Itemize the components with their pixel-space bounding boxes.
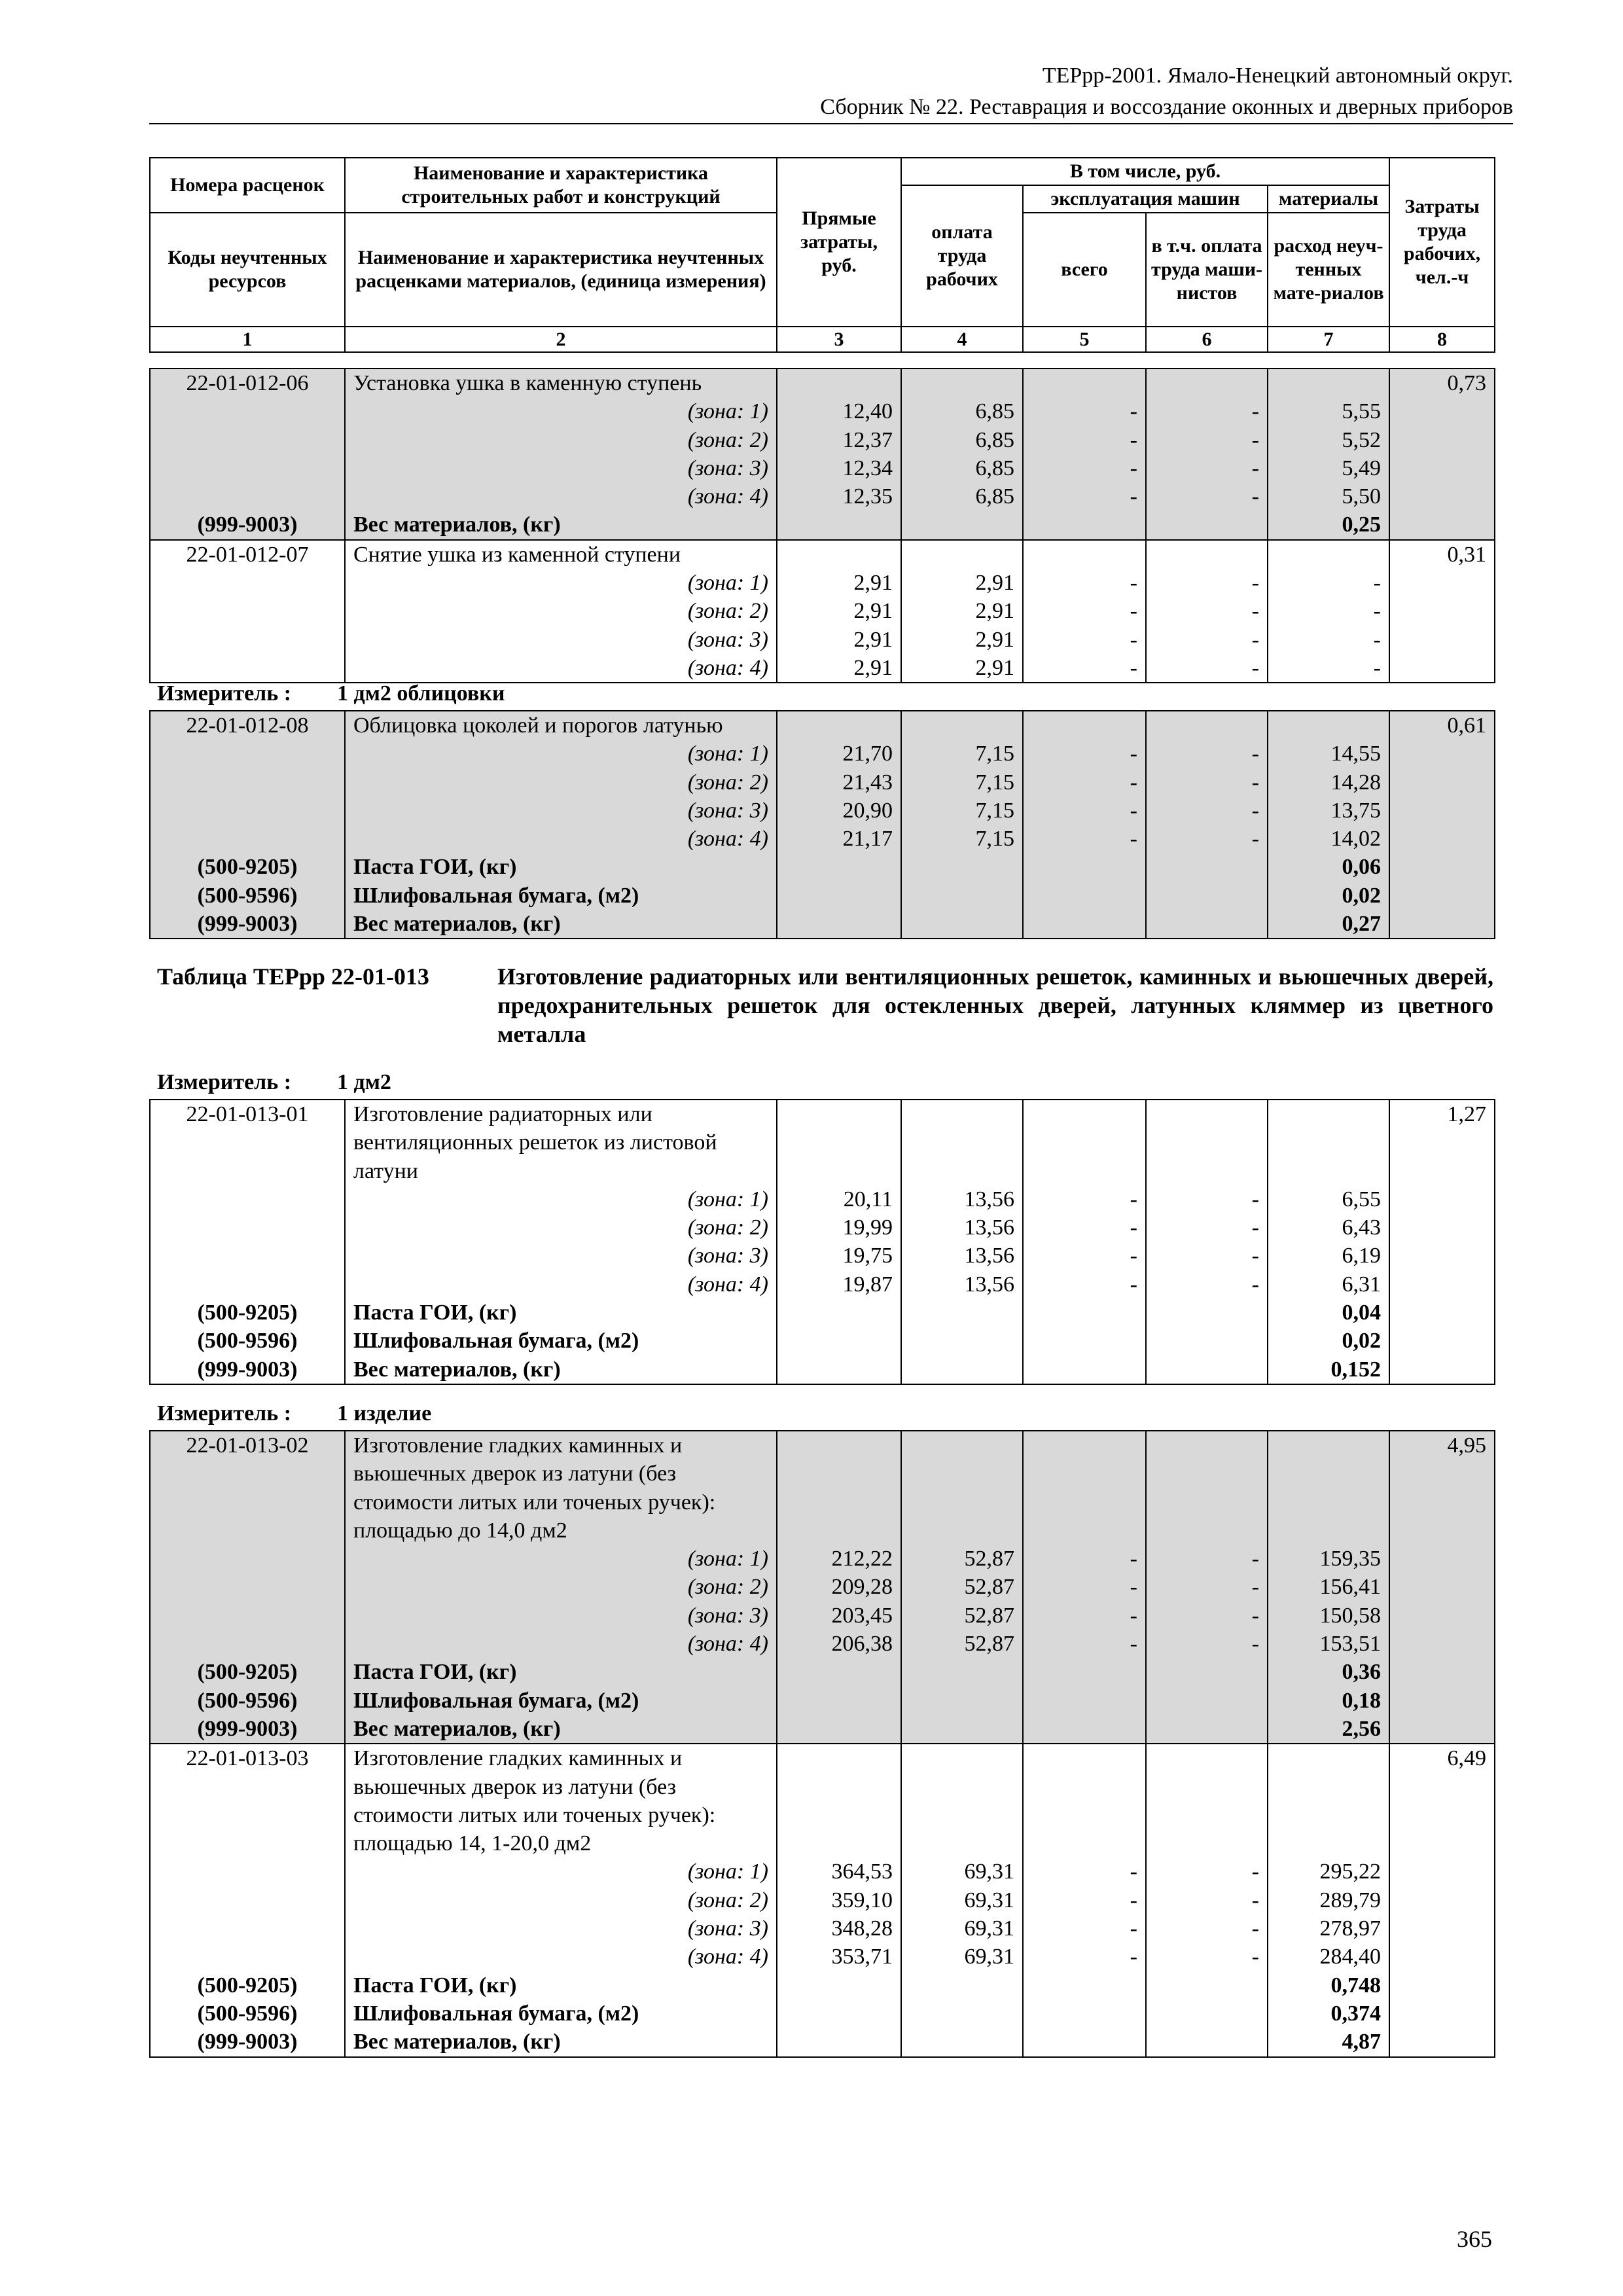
labor-pay: 6,85	[901, 397, 1023, 425]
machinist-pay: -	[1146, 397, 1268, 425]
zone-label: (зона: 4)	[345, 482, 777, 511]
hdr-labor-costs: Затраты труда рабочих, чел.-ч	[1389, 158, 1495, 327]
machinist-pay: -	[1146, 626, 1268, 654]
hdr-col-8: 8	[1389, 327, 1495, 352]
labor-cost: 0,73	[1389, 368, 1495, 397]
rate-row	[150, 1431, 1495, 1545]
meter-value: 1 дм2 облицовки	[337, 681, 505, 706]
machine-op: -	[1023, 768, 1146, 797]
resource-code: (999-9003)	[150, 1355, 345, 1384]
material-value: 0,152	[1268, 1355, 1389, 1384]
material-name: Паста ГОИ, (кг)	[345, 853, 777, 881]
zone-row	[150, 1242, 1495, 1270]
direct-costs: 12,40	[777, 397, 901, 425]
labor-pay: 6,85	[901, 454, 1023, 482]
machinist-pay: -	[1146, 569, 1268, 597]
zone-label: (зона: 3)	[345, 1914, 777, 1943]
machinist-pay: -	[1146, 482, 1268, 511]
materials-cost: 284,40	[1268, 1943, 1389, 1971]
machine-op: -	[1023, 454, 1146, 482]
labor-pay: 7,15	[901, 825, 1023, 853]
zone-row	[150, 397, 1495, 425]
rate-row	[150, 1100, 1495, 1185]
material-name: Вес материалов, (кг)	[345, 511, 777, 539]
direct-costs: 12,37	[777, 426, 901, 454]
material-name: Паста ГОИ, (кг)	[345, 1971, 777, 2000]
direct-costs: 212,22	[777, 1545, 901, 1573]
material-row	[150, 882, 1495, 910]
direct-costs: 348,28	[777, 1914, 901, 1943]
machinist-pay: -	[1146, 1914, 1268, 1943]
materials-cost: 5,50	[1268, 482, 1389, 511]
material-row	[150, 853, 1495, 881]
zone-label: (зона: 3)	[345, 1602, 777, 1630]
materials-cost: 6,31	[1268, 1270, 1389, 1299]
materials-cost: 14,55	[1268, 740, 1389, 768]
direct-costs: 2,91	[777, 597, 901, 625]
rate-name	[345, 1744, 777, 1857]
material-value: 2,56	[1268, 1715, 1389, 1744]
rate-code: 22-01-012-06	[150, 368, 345, 397]
labor-pay: 7,15	[901, 768, 1023, 797]
hdr-col-5: 5	[1023, 327, 1146, 352]
table-title-label: Таблица ТЕРрр 22-01-013	[157, 963, 429, 990]
rate-name	[345, 1100, 777, 1185]
resource-code: (500-9596)	[150, 882, 345, 910]
material-value: 0,18	[1268, 1687, 1389, 1715]
resource-code: (999-9003)	[150, 2028, 345, 2056]
labor-pay: 6,85	[901, 482, 1023, 511]
hdr-col-7: 7	[1268, 327, 1389, 352]
machinist-pay: -	[1146, 1573, 1268, 1601]
labor-pay: 69,31	[901, 1886, 1023, 1914]
material-name: Вес материалов, (кг)	[345, 1715, 777, 1744]
machine-op: -	[1023, 654, 1146, 683]
hdr-unaccounted-materials: расход неуч-тенных мате-риалов	[1268, 213, 1389, 327]
meter-value: 1 изделие	[337, 1401, 432, 1426]
direct-costs: 12,34	[777, 454, 901, 482]
zone-row	[150, 1943, 1495, 1971]
direct-costs: 20,11	[777, 1185, 901, 1213]
direct-costs: 2,91	[777, 569, 901, 597]
machine-op: -	[1023, 740, 1146, 768]
header-rule	[149, 123, 1513, 124]
meter-line	[157, 681, 505, 707]
materials-cost: 295,22	[1268, 1857, 1389, 1886]
zone-label: (зона: 2)	[345, 1213, 777, 1242]
material-row	[150, 511, 1495, 539]
machine-op: -	[1023, 1602, 1146, 1630]
hdr-col-1: 1	[150, 327, 345, 352]
zone-label: (зона: 4)	[345, 1270, 777, 1299]
machine-op: -	[1023, 1630, 1146, 1658]
machine-op: -	[1023, 1185, 1146, 1213]
running-header-line2: Сборник № 22. Реставрация и воссоздание оконных и дверных приборов	[820, 95, 1513, 119]
material-value: 0,04	[1268, 1299, 1389, 1327]
direct-costs: 359,10	[777, 1886, 901, 1914]
materials-cost: 5,55	[1268, 397, 1389, 425]
zone-row	[150, 1630, 1495, 1658]
material-value: 0,06	[1268, 853, 1389, 881]
materials-cost: 153,51	[1268, 1630, 1389, 1658]
hdr-incl-machinists: в т.ч. оплата труда маши-нистов	[1146, 213, 1268, 327]
zone-label: (зона: 2)	[345, 426, 777, 454]
direct-costs: 12,35	[777, 482, 901, 511]
labor-pay: 52,87	[901, 1545, 1023, 1573]
labor-pay: 13,56	[901, 1185, 1023, 1213]
machinist-pay: -	[1146, 654, 1268, 683]
zone-row	[150, 740, 1495, 768]
machinist-pay: -	[1146, 1630, 1268, 1658]
material-name: Шлифовальная бумага, (м2)	[345, 882, 777, 910]
materials-cost: 289,79	[1268, 1886, 1389, 1914]
machinist-pay: -	[1146, 1270, 1268, 1299]
machine-op: -	[1023, 597, 1146, 625]
meter-label: Измеритель :	[157, 681, 292, 706]
material-value: 0,374	[1268, 2000, 1389, 2028]
page-number: 365	[1457, 2226, 1492, 2252]
machinist-pay: -	[1146, 1886, 1268, 1914]
machinist-pay: -	[1146, 768, 1268, 797]
machinist-pay: -	[1146, 1545, 1268, 1573]
material-name: Паста ГОИ, (кг)	[345, 1658, 777, 1686]
machine-op: -	[1023, 397, 1146, 425]
machine-op: -	[1023, 1545, 1146, 1573]
machine-op: -	[1023, 482, 1146, 511]
rate-name-line: площадью до 14,0 дм2	[353, 1518, 567, 1543]
rate-name-line: площадью 14, 1-20,0 дм2	[353, 1831, 592, 1856]
machine-op: -	[1023, 825, 1146, 853]
meter-value: 1 дм2	[337, 1070, 391, 1094]
direct-costs: 21,43	[777, 768, 901, 797]
machine-op: -	[1023, 797, 1146, 825]
zone-label: (зона: 1)	[345, 1185, 777, 1213]
rate-table-013-01	[149, 1099, 1495, 1385]
zone-row	[150, 1914, 1495, 1943]
machinist-pay: -	[1146, 1185, 1268, 1213]
materials-cost: 156,41	[1268, 1573, 1389, 1601]
machinist-pay: -	[1146, 454, 1268, 482]
zone-row	[150, 1857, 1495, 1886]
zone-label: (зона: 1)	[345, 1545, 777, 1573]
zone-label: (зона: 3)	[345, 454, 777, 482]
zone-row	[150, 1270, 1495, 1299]
zone-label: (зона: 2)	[345, 768, 777, 797]
material-value: 0,02	[1268, 1327, 1389, 1355]
resource-code: (999-9003)	[150, 1715, 345, 1744]
direct-costs: 21,70	[777, 740, 901, 768]
labor-pay: 2,91	[901, 626, 1023, 654]
rate-name-line: латуни	[353, 1158, 418, 1183]
hdr-materials-name: Наименование и характеристика неучтенных расценками материалов, (единица измерения)	[345, 213, 777, 327]
materials-cost: 13,75	[1268, 797, 1389, 825]
materials-cost: 6,43	[1268, 1213, 1389, 1242]
meter-label: Измеритель :	[157, 1401, 292, 1426]
hdr-machine-op: эксплуатация машин	[1023, 185, 1268, 213]
machine-op: -	[1023, 1886, 1146, 1914]
table-title-text: Изготовление радиаторных или вентиляционных решеток, каминных и вьюшечных дверей, предохранительных решеток для остекленных дверей, латунных кляммер из цветного металла	[497, 963, 1493, 1047]
labor-pay: 69,31	[901, 1943, 1023, 1971]
hdr-total: всего	[1023, 213, 1146, 327]
zone-label: (зона: 3)	[345, 626, 777, 654]
materials-cost: -	[1268, 626, 1389, 654]
machine-op: -	[1023, 626, 1146, 654]
rate-name: Снятие ушка из каменной ступени	[345, 540, 777, 569]
machine-op: -	[1023, 1914, 1146, 1943]
rate-row	[150, 368, 1495, 397]
zone-row	[150, 1545, 1495, 1573]
rate-name-line: Изготовление гладких каминных и	[353, 1433, 683, 1458]
resource-code: (500-9205)	[150, 1658, 345, 1686]
resource-code: (500-9596)	[150, 2000, 345, 2028]
direct-costs: 2,91	[777, 654, 901, 683]
machine-op: -	[1023, 569, 1146, 597]
zone-label: (зона: 1)	[345, 740, 777, 768]
material-name: Вес материалов, (кг)	[345, 2028, 777, 2056]
direct-costs: 203,45	[777, 1602, 901, 1630]
zone-label: (зона: 4)	[345, 825, 777, 853]
materials-cost: 14,28	[1268, 768, 1389, 797]
labor-pay: 7,15	[901, 797, 1023, 825]
labor-pay: 13,56	[901, 1270, 1023, 1299]
machinist-pay: -	[1146, 1242, 1268, 1270]
materials-cost: 5,49	[1268, 454, 1389, 482]
zone-row	[150, 569, 1495, 597]
hdr-col-4: 4	[901, 327, 1023, 352]
machinist-pay: -	[1146, 1943, 1268, 1971]
material-row	[150, 1355, 1495, 1384]
resource-code: (500-9596)	[150, 1327, 345, 1355]
materials-cost: 150,58	[1268, 1602, 1389, 1630]
hdr-labor-pay: оплата труда рабочих	[901, 185, 1023, 327]
materials-cost: 14,02	[1268, 825, 1389, 853]
zone-label: (зона: 3)	[345, 1242, 777, 1270]
labor-pay: 13,56	[901, 1213, 1023, 1242]
zone-row	[150, 454, 1495, 482]
rate-row	[150, 540, 1495, 569]
rate-code: 22-01-012-08	[150, 711, 345, 740]
hdr-direct-costs: Прямые затраты, руб.	[777, 158, 901, 327]
material-row	[150, 1715, 1495, 1744]
materials-cost: 278,97	[1268, 1914, 1389, 1943]
zone-row	[150, 768, 1495, 797]
direct-costs: 2,91	[777, 626, 901, 654]
material-row	[150, 1299, 1495, 1327]
machine-op: -	[1023, 1573, 1146, 1601]
materials-cost: -	[1268, 654, 1389, 683]
machinist-pay: -	[1146, 597, 1268, 625]
zone-row	[150, 1185, 1495, 1213]
material-row	[150, 2000, 1495, 2028]
zone-label: (зона: 1)	[345, 1857, 777, 1886]
material-value: 0,27	[1268, 910, 1389, 939]
labor-cost: 0,61	[1389, 711, 1495, 740]
direct-costs: 19,87	[777, 1270, 901, 1299]
machinist-pay: -	[1146, 825, 1268, 853]
hdr-col-3: 3	[777, 327, 901, 352]
resource-code: (500-9596)	[150, 1687, 345, 1715]
labor-pay: 69,31	[901, 1914, 1023, 1943]
labor-cost: 6,49	[1389, 1744, 1495, 1857]
rate-code: 22-01-013-03	[150, 1744, 345, 1857]
machinist-pay: -	[1146, 1857, 1268, 1886]
direct-costs: 206,38	[777, 1630, 901, 1658]
meter-label: Измеритель :	[157, 1070, 292, 1094]
material-value: 0,36	[1268, 1658, 1389, 1686]
material-row	[150, 1971, 1495, 2000]
direct-costs: 353,71	[777, 1943, 901, 1971]
resource-code: (500-9205)	[150, 853, 345, 881]
material-row	[150, 2028, 1495, 2056]
labor-pay: 7,15	[901, 740, 1023, 768]
materials-cost: -	[1268, 597, 1389, 625]
hdr-col-6: 6	[1146, 327, 1268, 352]
labor-pay: 52,87	[901, 1573, 1023, 1601]
rate-name-line: вьюшечных дверок из латуни (без	[353, 1774, 676, 1799]
labor-pay: 2,91	[901, 597, 1023, 625]
material-name: Паста ГОИ, (кг)	[345, 1299, 777, 1327]
zone-label: (зона: 2)	[345, 597, 777, 625]
machine-op: -	[1023, 1857, 1146, 1886]
zone-row	[150, 1213, 1495, 1242]
labor-pay: 2,91	[901, 569, 1023, 597]
zone-row	[150, 482, 1495, 511]
material-row	[150, 1687, 1495, 1715]
rate-name-line: вентиляционных решеток из листовой	[353, 1130, 717, 1155]
labor-pay: 6,85	[901, 426, 1023, 454]
zone-row	[150, 1886, 1495, 1914]
zone-label: (зона: 3)	[345, 797, 777, 825]
zone-label: (зона: 4)	[345, 654, 777, 683]
labor-cost: 0,31	[1389, 540, 1495, 569]
material-name: Шлифовальная бумага, (м2)	[345, 2000, 777, 2028]
labor-cost: 4,95	[1389, 1431, 1495, 1545]
labor-cost: 1,27	[1389, 1100, 1495, 1185]
labor-pay: 2,91	[901, 654, 1023, 683]
machine-op: -	[1023, 1943, 1146, 1971]
rate-row	[150, 711, 1495, 740]
materials-cost: 6,19	[1268, 1242, 1389, 1270]
resource-code: (500-9205)	[150, 1299, 345, 1327]
rate-name: Облицовка цоколей и порогов латунью	[345, 711, 777, 740]
hdr-materials: материалы	[1268, 185, 1389, 213]
hdr-work-name: Наименование и характеристика строительных работ и конструкций	[345, 158, 777, 213]
zone-label: (зона: 1)	[345, 397, 777, 425]
material-row	[150, 1327, 1495, 1355]
direct-costs: 21,17	[777, 825, 901, 853]
zone-row	[150, 1602, 1495, 1630]
material-value: 4,87	[1268, 2028, 1389, 2056]
material-value: 0,25	[1268, 511, 1389, 539]
material-name: Вес материалов, (кг)	[345, 1355, 777, 1384]
zone-label: (зона: 4)	[345, 1630, 777, 1658]
zone-label: (зона: 2)	[345, 1886, 777, 1914]
direct-costs: 19,99	[777, 1213, 901, 1242]
machinist-pay: -	[1146, 1602, 1268, 1630]
rate-table-012-06-07	[149, 368, 1495, 683]
hdr-rate-numbers: Номера расценок	[150, 158, 345, 213]
material-value: 0,02	[1268, 882, 1389, 910]
labor-pay: 69,31	[901, 1857, 1023, 1886]
meter-line	[157, 1069, 391, 1096]
direct-costs: 209,28	[777, 1573, 901, 1601]
direct-costs: 364,53	[777, 1857, 901, 1886]
labor-pay: 13,56	[901, 1242, 1023, 1270]
machinist-pay: -	[1146, 797, 1268, 825]
materials-cost: 5,52	[1268, 426, 1389, 454]
meter-line	[157, 1401, 431, 1427]
hdr-col-2: 2	[345, 327, 777, 352]
zone-row	[150, 426, 1495, 454]
zone-label: (зона: 2)	[345, 1573, 777, 1601]
resource-code: (500-9205)	[150, 1971, 345, 2000]
machinist-pay: -	[1146, 1213, 1268, 1242]
direct-costs: 19,75	[777, 1242, 901, 1270]
zone-row	[150, 626, 1495, 654]
zone-row	[150, 597, 1495, 625]
rate-table-013-02-03	[149, 1430, 1495, 2058]
materials-cost: -	[1268, 569, 1389, 597]
zone-row	[150, 797, 1495, 825]
machinist-pay: -	[1146, 426, 1268, 454]
rate-code: 22-01-012-07	[150, 540, 345, 569]
material-name: Вес материалов, (кг)	[345, 910, 777, 939]
running-header-line1: ТЕРрр-2001. Ямало-Ненецкий автономный округ.	[1042, 63, 1513, 88]
zone-label: (зона: 1)	[345, 569, 777, 597]
material-name: Шлифовальная бумага, (м2)	[345, 1327, 777, 1355]
material-value: 0,748	[1268, 1971, 1389, 2000]
material-row	[150, 1658, 1495, 1686]
rate-name-line: вьюшечных дверок из латуни (без	[353, 1462, 676, 1486]
materials-cost: 6,55	[1268, 1185, 1389, 1213]
rate-name-line: стоимости литых или точеных ручек):	[353, 1803, 716, 1827]
direct-costs: 20,90	[777, 797, 901, 825]
labor-pay: 52,87	[901, 1630, 1023, 1658]
rate-code: 22-01-013-02	[150, 1431, 345, 1545]
column-header-table	[149, 157, 1495, 353]
machine-op: -	[1023, 426, 1146, 454]
material-name: Шлифовальная бумага, (м2)	[345, 1687, 777, 1715]
rate-name-line: Изготовление гладких каминных и	[353, 1746, 683, 1771]
rate-name	[345, 1431, 777, 1545]
resource-code: (999-9003)	[150, 910, 345, 939]
rate-name: Установка ушка в каменную ступень	[345, 368, 777, 397]
labor-pay: 52,87	[901, 1602, 1023, 1630]
material-row	[150, 910, 1495, 939]
machinist-pay: -	[1146, 740, 1268, 768]
zone-row	[150, 1573, 1495, 1601]
hdr-resource-codes: Коды неучтенных ресурсов	[150, 213, 345, 327]
hdr-incl: В том числе, руб.	[901, 158, 1389, 185]
rate-name-line: Изготовление радиаторных или	[353, 1102, 652, 1126]
machine-op: -	[1023, 1270, 1146, 1299]
zone-row	[150, 825, 1495, 853]
machine-op: -	[1023, 1242, 1146, 1270]
rate-row	[150, 1744, 1495, 1857]
machine-op: -	[1023, 1213, 1146, 1242]
zone-label: (зона: 4)	[345, 1943, 777, 1971]
rate-name-line: стоимости литых или точеных ручек):	[353, 1490, 716, 1515]
rate-table-012-08	[149, 710, 1495, 939]
rate-code: 22-01-013-01	[150, 1100, 345, 1185]
resource-code: (999-9003)	[150, 511, 345, 539]
materials-cost: 159,35	[1268, 1545, 1389, 1573]
zone-row	[150, 654, 1495, 683]
